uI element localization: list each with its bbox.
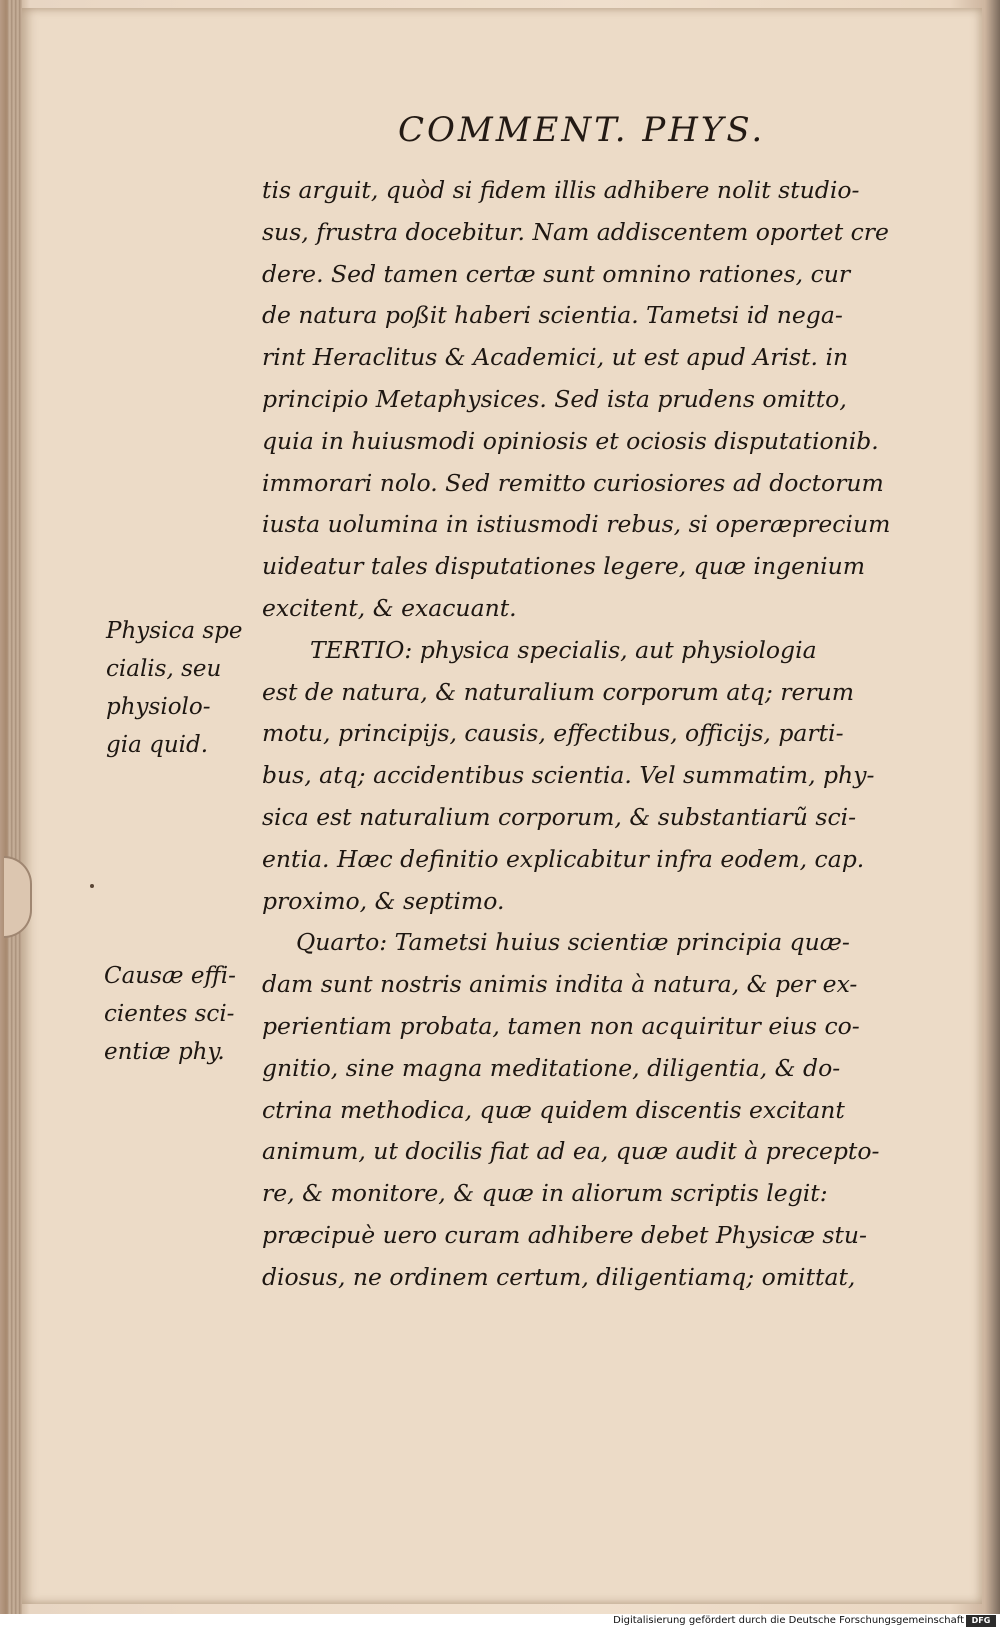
paragraph-start-quarto: Quarto: Tametsi huius scientiæ principia quæ-: [296, 928, 850, 957]
marginal-line: gia quid.: [106, 732, 209, 758]
text-line: excitent, & exacuant.: [262, 593, 517, 622]
main-text-block: [262, 170, 902, 1299]
text-line: est de natura, & naturalium corporum atq; rerum: [262, 677, 855, 706]
digitization-footer: [0, 1614, 1000, 1628]
text-line: de natura poßit haberi scientia. Tametsi id nega-: [262, 301, 843, 330]
text-line: immorari nolo. Sed remitto curiosiores ad doctorum: [262, 468, 884, 497]
text-line: dam sunt nostris animis indita à natura, & per ex-: [262, 970, 858, 999]
text-line: iusta uolumina in istiusmodi rebus, si operæprecium: [262, 510, 891, 539]
text-line: rint Heraclitus & Academici, ut est apud Arist. in: [262, 343, 849, 372]
text-line: sica est naturalium corporum, & substantiarũ sci-: [262, 802, 857, 831]
marginal-line: physiolo-: [106, 694, 211, 720]
text-line: animum, ut docilis fiat ad ea, quæ audit à precepto-: [262, 1137, 880, 1166]
text-line: proximo, & septimo.: [262, 886, 505, 915]
running-header: COMMENT. PHYS.: [398, 110, 766, 150]
text-line: motu, principijs, causis, effectibus, officijs, parti-: [262, 719, 844, 748]
text-line: ctrina methodica, quæ quidem discentis excitant: [262, 1095, 845, 1124]
text-line: uideatur tales disputationes legere, quæ ingenium: [262, 552, 866, 581]
paragraph-start-tertio: TERTIO: physica specialis, aut physiologia: [310, 635, 817, 664]
marginal-note-causae: [104, 957, 236, 1071]
marginal-line: Causæ effi-: [104, 963, 236, 989]
funding-credit: Digitalisierung gefördert durch die Deutsche Forschungsgemeinschaft: [613, 1615, 964, 1626]
marginal-note-physica: [106, 612, 242, 764]
dfg-logo: DFG: [966, 1615, 996, 1627]
text-line: præcipuè uero curam adhibere debet Physicæ stu-: [262, 1220, 867, 1249]
book-fore-edge: [8, 0, 22, 1614]
text-line: quia in huiusmodi opiniosis et ociosis disputationib.: [262, 426, 879, 455]
text-line: gnitio, sine magna meditatione, diligentia, & do-: [262, 1053, 841, 1082]
marginal-line: entiæ phy.: [104, 1039, 225, 1065]
text-line: dere. Sed tamen certæ sunt omnino rationes, cur: [262, 259, 851, 288]
text-line: re, & monitore, & quæ in aliorum scriptis legit:: [262, 1179, 828, 1208]
text-line: bus, atq; accidentibus scientia. Vel summatim, phy-: [262, 761, 875, 790]
text-line: tis arguit, quòd si fidem illis adhibere nolit studio-: [262, 176, 860, 204]
marginal-line: Physica spe: [106, 618, 243, 644]
text-line: perientiam probata, tamen non acquiritur eius co-: [262, 1011, 860, 1040]
text-line: principio Metaphysices. Sed ista prudens omitto,: [262, 384, 847, 413]
marginal-line: cialis, seu: [106, 656, 222, 682]
marginal-line: cientes sci-: [104, 1001, 235, 1027]
ink-speck: [90, 884, 94, 888]
text-line: diosus, ne ordinem certum, diligentiamq; omittat,: [262, 1262, 856, 1291]
text-line: entia. Hæc definitio explicabitur infra eodem, cap.: [262, 844, 865, 873]
text-line: sus, frustra docebitur. Nam addiscentem oportet cre: [262, 217, 889, 246]
